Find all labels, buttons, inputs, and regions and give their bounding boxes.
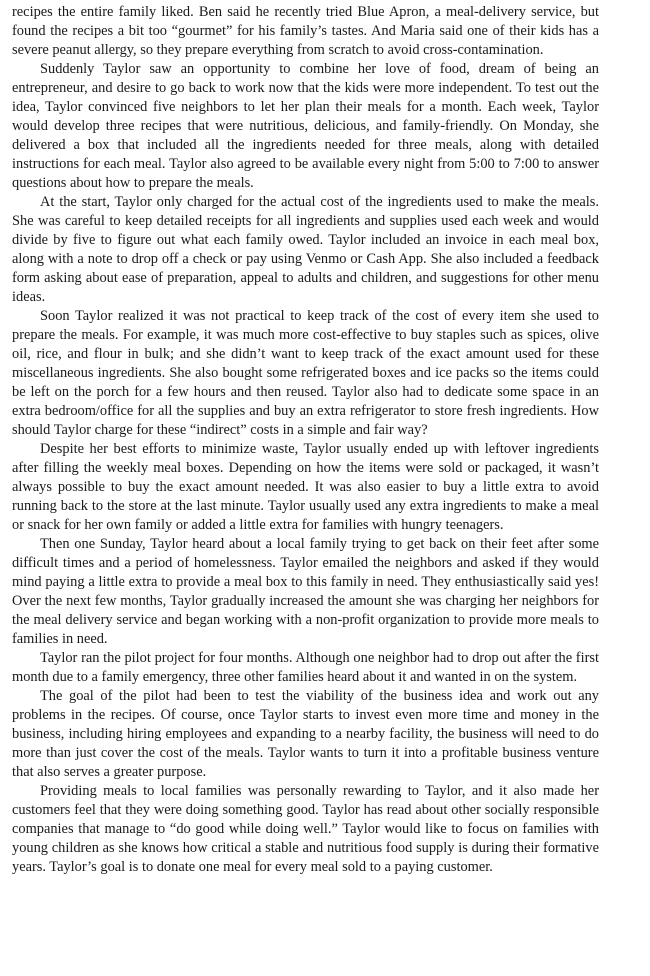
paragraph-pilot-goal: The goal of the pilot had been to test the viability of the business idea and work out any problems in the recipes. Of course, once Taylor starts to invest even more time and money in the business, including hiring employees and expanding to a nearby facility, the business will need to do more than just cover the cost of the meals. Taylor wants to turn it into a profitable business venture that also serves a greater purpose. (12, 688, 599, 780)
paragraph-family-in-need: Then one Sunday, Taylor heard about a local family trying to get back on their feet after some difficult times and a period of homelessness. Taylor emailed the neighbors and asked if they would mind paying a little extra to provide a meal box to this family in need. They enthusiastically said yes! Over the next few months, Taylor gradually increased the amount she was charging her neighbors for the meal delivery service and began working with a non-profit organization to provide more meals to families in need. (12, 536, 599, 647)
paragraph-opportunity: Suddenly Taylor saw an opportunity to combine her love of food, dream of being an entrepreneur, and desire to go back to work now that the kids were more independent. To test out the idea, Taylor convinced five neighbors to let her plan their meals for a month. Each week, Taylor would develop three recipes that were nutritious, delicious, and family-friendly. On Monday, she delivered a box that included all the ingredients needed for three meals, along with detailed instructions for each meal. Taylor also agreed to be available every night from 5:00 to 7:00 to answer questions about how to prepare the meals. (12, 61, 599, 191)
paragraph-pricing: At the start, Taylor only charged for the actual cost of the ingredients used to make the meals. She was careful to keep detailed receipts for all ingredients and supplies used each week and would divide by five to figure out what each family owed. Taylor included an invoice in each meal box, along with a note to drop off a check or pay using Venmo or Cash App. She also included a feedback form asking about ease of preparation, appeal to adults and children, and suggestions for other menu ideas. (12, 194, 599, 305)
paragraph-leftovers: Despite her best efforts to minimize waste, Taylor usually ended up with leftover ingredients after filling the weekly meal boxes. Depending on how the items were sold or packaged, it wasn’t always possible to buy the exact amount needed. It was also easier to buy a little extra to avoid running back to the store at the last minute. Taylor usually used any extra ingredients to make a meal or snack for her own family or added a little extra for families with hungry teenagers. (12, 441, 599, 533)
paragraph-continued-recipes: recipes the entire family liked. Ben said he recently tried Blue Apron, a meal-delivery service, but found the recipes a bit too “gourmet” for his family’s tastes. And Maria said one of their kids has a severe peanut allergy, so they prepare everything from scratch to avoid cross-contamination. (12, 4, 599, 58)
paragraph-pilot-duration: Taylor ran the pilot project for four months. Although one neighbor had to drop out after the first month due to a family emergency, three other families heard about it and wanted in on the system. (12, 650, 599, 685)
document-page (12, 3, 599, 877)
paragraph-indirect-costs: Soon Taylor realized it was not practical to keep track of the cost of every item she used to prepare the meals. For example, it was much more cost-effective to buy staples such as spices, olive oil, rice, and flour in bulk; and she didn’t want to keep track of the exact amount used for these miscellaneous ingredients. She also bought some refrigerated boxes and ice packs so the items could be left on the porch for a few hours and then reused. Taylor also had to dedicate some space in an extra bedroom/office for all the supplies and buy an extra refrigerator to store fresh ingredients. How should Taylor charge for these “indirect” costs in a simple and fair way? (12, 308, 599, 438)
paragraph-social-mission: Providing meals to local families was personally rewarding to Taylor, and it also made her customers feel that they were doing something good. Taylor has read about other socially responsible companies that manage to “do good while doing well.” Taylor would like to focus on families with young children as she knows how critical a stable and nutritious food supply is during their formative years. Taylor’s goal is to donate one meal for every meal sold to a paying customer. (12, 783, 599, 875)
